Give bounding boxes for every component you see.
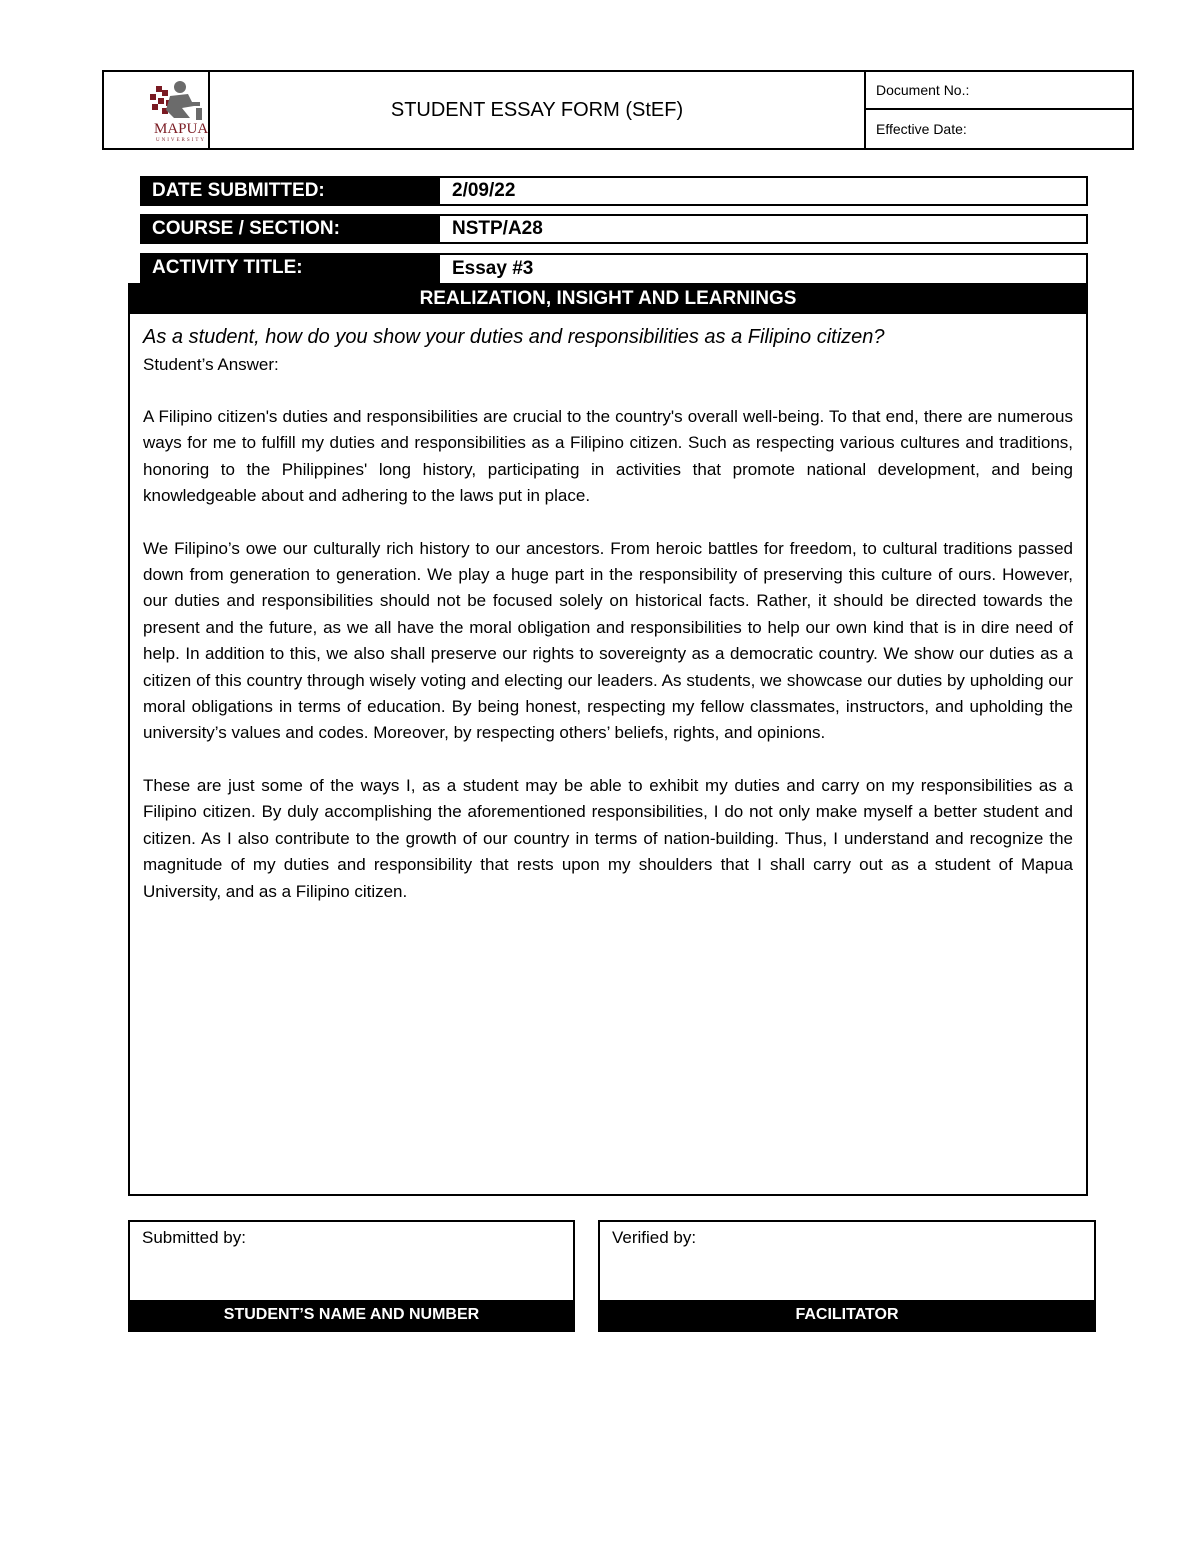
form-header bbox=[102, 70, 1134, 150]
facilitator-bar: FACILITATOR bbox=[600, 1300, 1094, 1330]
essay-paragraph-1: A Filipino citizen's duties and responsibilities are crucial to the country's overall well-being. To that end, there are numerous ways for me to fulfill my duties and responsibilities as a Filipino citizen. Such as respecting various cultures and traditions, honoring to the Philippines' long history, participating in activities that promote national development, and being knowledgeable about and adhering to the laws put in place. bbox=[143, 407, 1073, 506]
date-submitted-field[interactable]: 2/09/22 bbox=[438, 176, 1088, 206]
verified-by-box[interactable] bbox=[598, 1220, 1096, 1332]
essay-box[interactable] bbox=[128, 314, 1088, 1196]
verified-by-label: Verified by: bbox=[612, 1228, 697, 1247]
activity-title-label: ACTIVITY TITLE: bbox=[140, 253, 438, 283]
section-title: REALIZATION, INSIGHT AND LEARNINGS bbox=[128, 283, 1088, 314]
svg-text:MAPUA: MAPUA bbox=[154, 121, 208, 137]
essay-paragraph-2: We Filipino’s owe our culturally rich history to our ancestors. From heroic battles for freedom, to cultural traditions passed down from generation to generation. We play a huge part in the responsibility of preserving this culture of ours. However, our duties and responsibilities should not be focused solely on historical facts. Rather, it should be directed towards the present and the future, as we all have the moral obligation and responsibilities to help our own kind that is in dire need of help. In addition to this, we also shall preserve our rights to sovereignty as a democratic country. We show our duties as a citizen of this country through wisely voting and electing our leaders. As students, we showcase our duties by upholding our moral obligations in terms of education. By being honest, respecting my fellow classmates, instructors, and upholding the university’s values and codes. Moreover, by respecting others’ beliefs, rights, and opinions. bbox=[143, 538, 1073, 743]
answer-label: Student’s Answer: bbox=[143, 355, 279, 374]
logo-cell bbox=[104, 72, 210, 148]
university-logo bbox=[104, 72, 208, 148]
course-section-label: COURSE / SECTION: bbox=[140, 214, 438, 244]
student-name-number-bar: STUDENT’S NAME AND NUMBER bbox=[130, 1300, 573, 1330]
effective-date-label: Effective Date: bbox=[876, 121, 967, 137]
activity-title-field[interactable]: Essay #3 bbox=[438, 253, 1088, 283]
submitted-by-label: Submitted by: bbox=[142, 1228, 246, 1247]
essay-paragraph-3: These are just some of the ways I, as a student may be able to exhibit my duties and carry on my responsibilities as a Filipino citizen. By duly accomplishing the aforementioned responsibilities, I do not only make myself a better student and citizen. As I also contribute to the growth of our country in terms of nation-building. Thus, I understand and recognize the magnitude of my duties and responsibility that rests upon my shoulders that I shall carry out as a student of Mapua University, and as a Filipino citizen. bbox=[143, 775, 1073, 901]
submitted-by-box[interactable] bbox=[128, 1220, 575, 1332]
course-section-field[interactable]: NSTP/A28 bbox=[438, 214, 1088, 244]
svg-text:UNIVERSITY: UNIVERSITY bbox=[156, 138, 206, 143]
form-title: STUDENT ESSAY FORM (StEF) bbox=[210, 72, 866, 148]
essay-question: As a student, how do you show your duties and responsibilities as a Filipino citizen? bbox=[143, 326, 885, 348]
date-submitted-label: DATE SUBMITTED: bbox=[140, 176, 438, 206]
document-no-label: Document No.: bbox=[866, 72, 1132, 110]
